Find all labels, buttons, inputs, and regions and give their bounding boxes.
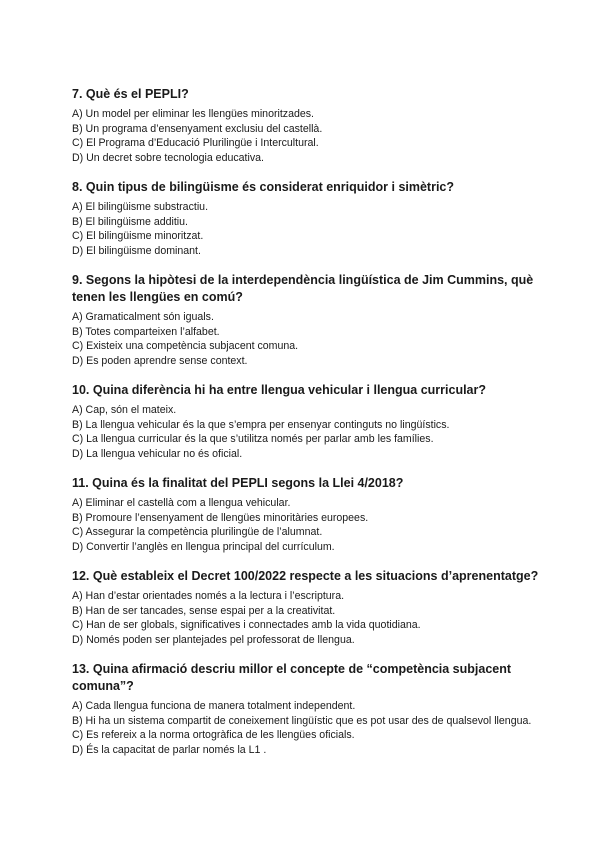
option-c: C) El bilingüisme minoritzat. (72, 230, 204, 242)
option-d: D) Només poden ser plantejades pel professorat de llengua. (72, 633, 355, 646)
question-title: 9. Segons la hipòtesi de la interdependència lingüística de Jim Cummins, què tenen les llengües en comú? (72, 273, 534, 304)
question-title: 7. Què és el PEPLI? (72, 87, 189, 101)
question-9 (72, 272, 542, 368)
question-title: 8. Quin tipus de bilingüisme és considerat enriquidor i simètric? (72, 180, 455, 194)
question-12 (72, 568, 542, 647)
option-list (72, 496, 542, 554)
option-c: C) Assegurar la competència plurilingüe de l’alumnat. (72, 526, 323, 538)
option-b: B) Promoure l’ensenyament de llengües minoritàries europees. (72, 511, 369, 524)
option-c: C) La llengua curricular és la que s’utilitza només per parlar amb les famílies. (72, 433, 434, 445)
option-b: B) Un programa d’ensenyament exclusiu del castellà. (72, 122, 323, 135)
question-title: 10. Quina diferència hi ha entre llengua vehicular i llengua curricular? (72, 383, 487, 397)
option-list (72, 200, 542, 258)
option-d: D) Convertir l’anglès en llengua principal del currículum. (72, 540, 335, 553)
option-b: B) Totes comparteixen l’alfabet. (72, 325, 220, 338)
option-list (72, 310, 542, 368)
option-c: C) Han de ser globals, significatives i connectades amb la vida quotidiana. (72, 619, 421, 631)
option-b: B) Hi ha un sistema compartit de coneixement lingüístic que es pot usar des de qualsevol llengua. (72, 714, 532, 727)
option-list (72, 107, 542, 165)
question-10 (72, 382, 542, 461)
option-d: D) Es poden aprendre sense context. (72, 354, 248, 367)
option-a: A) Han d’estar orientades només a la lectura i l’escriptura. (72, 590, 345, 602)
option-c: C) Es refereix a la norma ortogràfica de les llengües oficials. (72, 729, 355, 741)
option-a: A) Eliminar el castellà com a llengua vehicular. (72, 497, 291, 509)
question-title: 13. Quina afirmació descriu millor el concepte de “competència subjacent comuna”? (72, 662, 512, 693)
option-d: D) La llengua vehicular no és oficial. (72, 447, 243, 460)
question-title: 12. Què estableix el Decret 100/2022 respecte a les situacions d’aprenentatge? (72, 569, 539, 583)
option-a: A) Un model per eliminar les llengües minoritzades. (72, 108, 314, 120)
option-c: C) El Programa d’Educació Plurilingüe i Intercultural. (72, 137, 319, 149)
question-11 (72, 475, 542, 554)
option-a: A) Gramaticalment són iguals. (72, 311, 214, 323)
option-a: A) Cada llengua funciona de manera totalment independent. (72, 700, 356, 712)
question-8 (72, 179, 542, 258)
option-c: C) Existeix una competència subjacent comuna. (72, 340, 299, 352)
option-b: B) El bilingüisme additiu. (72, 215, 188, 228)
question-7 (72, 86, 542, 165)
option-a: A) Cap, són el mateix. (72, 404, 177, 416)
option-d: D) És la capacitat de parlar només la L1 . (72, 743, 267, 756)
option-b: B) Han de ser tancades, sense espai per a la creativitat. (72, 604, 336, 617)
option-b: B) La llengua vehicular és la que s’empra per ensenyar continguts no lingüístics. (72, 418, 450, 431)
option-a: A) El bilingüisme substractiu. (72, 201, 209, 213)
option-list (72, 403, 542, 461)
question-title: 11. Quina és la finalitat del PEPLI segons la Llei 4/2018? (72, 476, 404, 490)
option-d: D) Un decret sobre tecnologia educativa. (72, 151, 264, 164)
option-d: D) El bilingüisme dominant. (72, 244, 201, 257)
option-list (72, 589, 542, 647)
question-13 (72, 661, 542, 757)
quiz-page (72, 86, 542, 771)
option-list (72, 699, 542, 757)
